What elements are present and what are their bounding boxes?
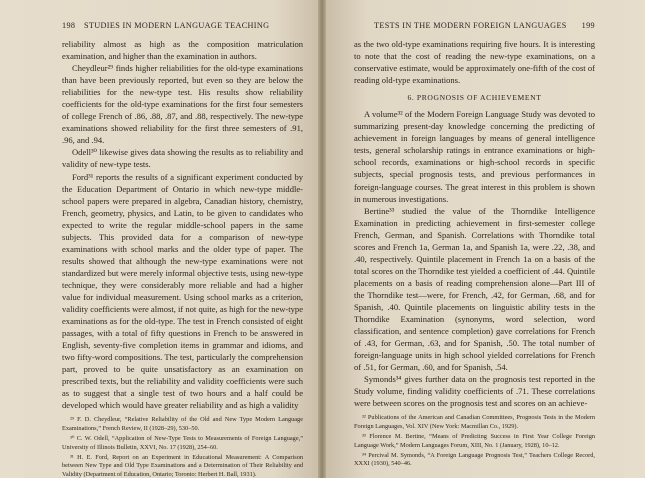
- right-page-number: 199: [581, 21, 595, 30]
- left-page: [0, 0, 322, 478]
- right-page: [322, 0, 645, 478]
- footnote-29: ²⁹ F. D. Cheydleur, “Relative Reliability of the Old and New Type Modern Language Examinations,” French Review, II (1928–29), 530–50.: [62, 416, 303, 433]
- right-lead-paragraph: as the two old-type examinations requiring five hours. It is interesting to note that the cost of reading the new-type examinations, on a conservative estimate, would be approximately one-fifth of the cost of reading old-type examinations.: [354, 39, 595, 86]
- right-paragraph-1: A volume³² of the Modern Foreign Language Study was devoted to summarizing present-day knowledge concerning the predicting of achievement in foreign languages by means of general intelligence tests, general scholarship ratings in entrance examinations or high-school records, examinations or high-school records in specific subjects, special prognosis tests, and previous performances in foreign-language courses. The great interest in this problem is shown in numerous investigations.: [354, 109, 595, 204]
- right-paragraph-2: Bertine³³ studied the value of the Thorndike Intelligence Examination in predicting achievement in first-semester college French, German, and Spanish. Correlations with Thorndike total scores and French 1a, German 1a, and Spanish 1a, were .22, .38, and .40, respectively. Quintile placement in French 1a on a basis of the total scores on the Thorndike test yielded a coefficient of .44. Quintile placements on a basis of reading comprehension alone—Part III of the Thorndike test—were, for French, .42, for German, .68, and for Spanish, .40. Quintile placements on linguistic ability tests in the Thorndike Examination (synonyms, word selection, word classification, and sentence completion) gave correlations for French of .43, for German, .63, and for Spanish, .50. The total number of foreign-language units in high school yielded correlations for French of .51, for German, .60, and for Spanish, .54.: [354, 205, 595, 373]
- book-gutter: [318, 0, 326, 478]
- left-page-number: 198: [62, 21, 76, 30]
- footnote-33: ³³ Florence M. Bertine, “Means of Predicting Success in First Year College Foreign Language Work,” Modern Languages Forum, XIII, No. 1 (January, 1928), 10–12.: [354, 433, 595, 449]
- right-paragraph-3: Symonds³⁴ gives further data on the prognosis test reported in the Study volume, finding validity coefficients of .71. These correlations were between scores on the prognosis test and scores on an achieve-: [354, 374, 595, 409]
- left-paragraph-2: Cheydleur²⁹ finds higher reliabilities for the old-type examinations than have been previously reported, but even so they are below the reliabilities for the new-type test. His results show reliability coefficients for the old-type examinations for the first four semesters of college French of .86, .88, .87, and .88, respectively. The new-type examinations showed reliability for the first three semesters of .91, .96, and .94.: [62, 63, 303, 146]
- right-footnotes: [354, 414, 595, 469]
- left-footnotes: [62, 416, 303, 478]
- left-paragraph-3: Odell³⁰ likewise gives data showing the results as to reliability and validity of new-type tests.: [62, 147, 303, 170]
- section-heading: 6. PROGNOSIS OF ACHIEVEMENT: [407, 93, 542, 103]
- left-paragraph-4: Ford³¹ reports the results of a significant experiment conducted by the Education Department of Ontario in which new-type middle-school papers were prepared in algebra, Canadian history, chemistry, French, geometry, physics, and Latin, to be given to candidates who expected to write the regular middle-school papers in the same subjects. This provided data for a comparison of new-type examinations with school marks and the older type of paper. The results showed that although the new-type examinations were not standardized but were merely informal objective tests, using new-type technique, they were considerably more reliable and had a higher value for individual measurement. Using school marks as a criterion, validity coefficients were almost, if not quite, as high for the new-type examinations as for the old-type. The test in French consisted of eight passages, with a total of fifty questions in French to be answered in English, seventy-five completion items in grammar and idioms, and two fifty-word compositions. The test, particularly the comprehension part, proved to be quite unsatisfactory as an examination on prescribed texts, but the reliability and validity coefficients were such as to suggest that a single test of two hours and a half could be developed which would have greater reliability and as high a validity: [62, 171, 303, 411]
- right-running-title: TESTS IN THE MODERN FOREIGN LANGUAGES: [374, 21, 567, 30]
- footnote-34: ³⁴ Percival M. Symonds, “A Foreign Language Prognosis Test,” Teachers College Record, XXXI (1930), 540–46.: [354, 451, 595, 468]
- left-running-title: STUDIES IN MODERN LANGUAGE TEACHING: [84, 21, 270, 30]
- footnote-31: ³¹ H. E. Ford, Report on an Experiment in Educational Measurement: A Comparison between New Type and Old Type Examinations and a Determination of Their Reliability and Validity (Department of Education, Ontario; Toronto: Herbert H. Ball, 1931).: [62, 453, 303, 478]
- right-body: [354, 38, 595, 470]
- left-body: [62, 38, 303, 478]
- left-paragraph-1: reliability almost as high as the composition matriculation examination, and higher than the examination in authors.: [62, 39, 303, 62]
- footnote-30: ³⁰ C. W. Odell, “Application of New-Type Tests to Measurements of Foreign Language,” University of Illinois Bulletin, XXVI, No. 17 (1928), 254–60.: [62, 435, 303, 451]
- footnote-32: ³² Publications of the American and Canadian Committees, Prognosis Tests in the Modern Foreign Languages, Vol. XIV (New York: Macmillan Co., 1929).: [354, 414, 595, 430]
